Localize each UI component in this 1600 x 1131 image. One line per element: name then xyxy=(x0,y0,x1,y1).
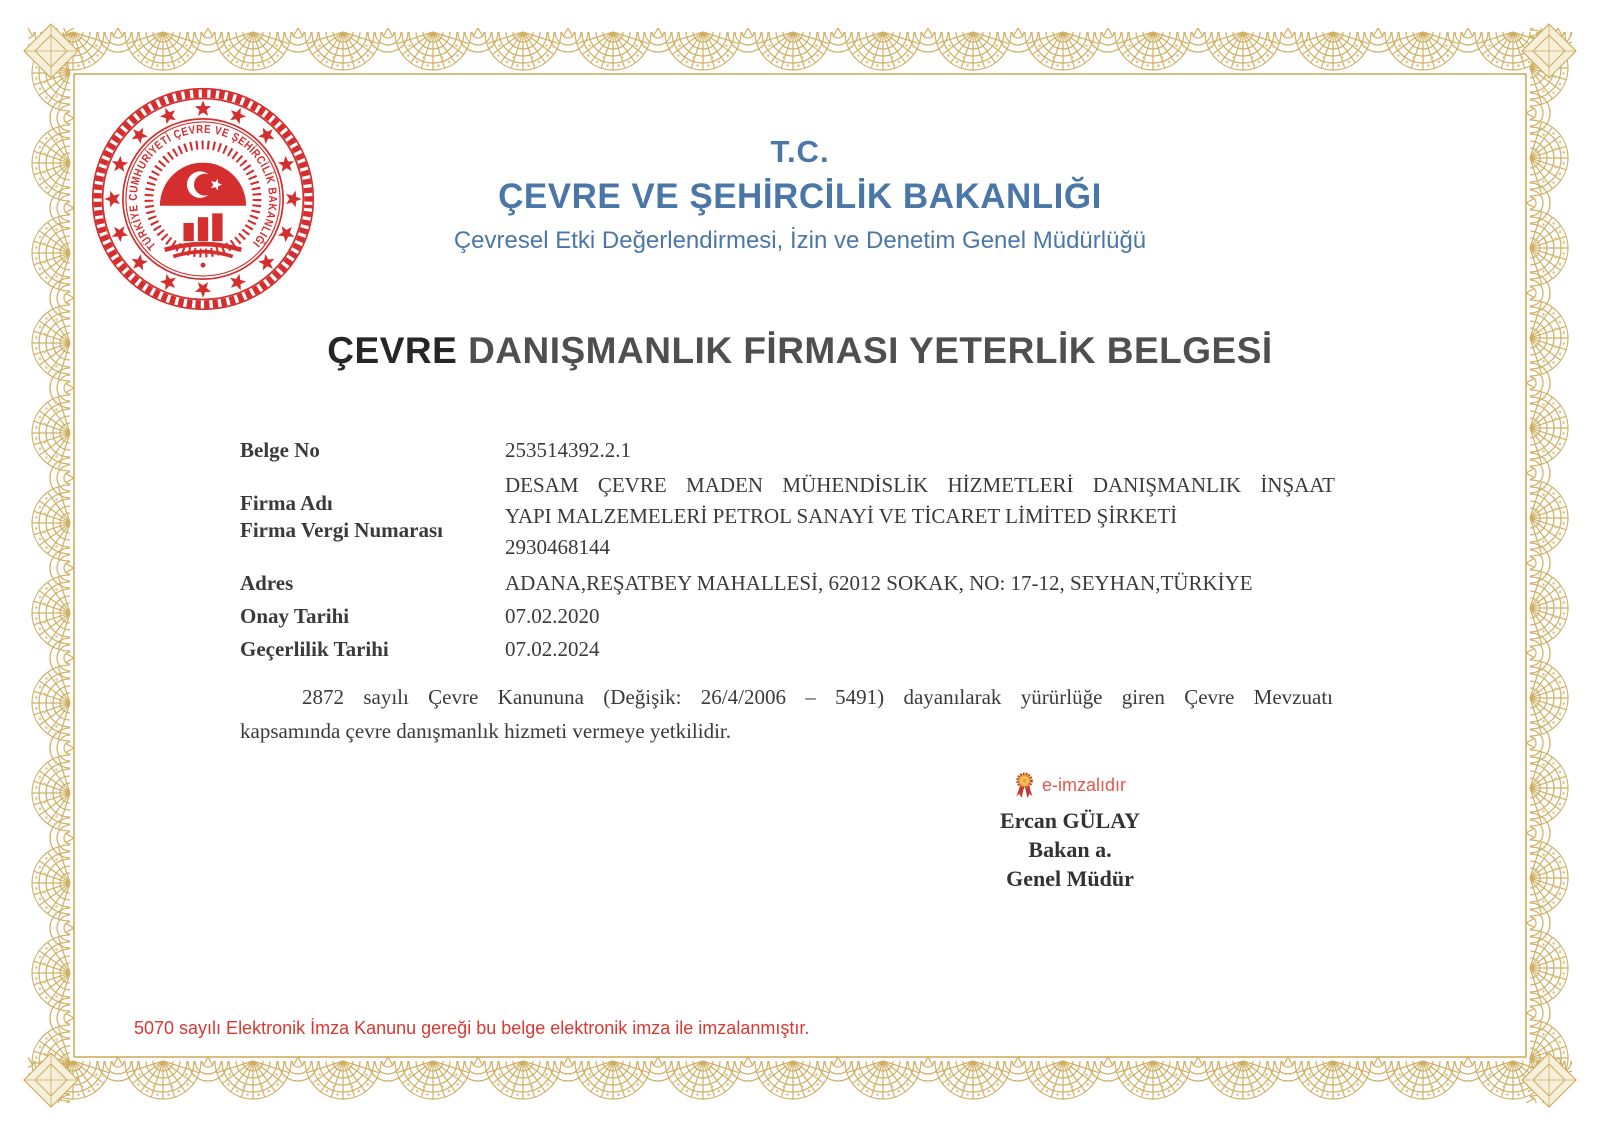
firma-label xyxy=(240,490,505,544)
firma-value xyxy=(505,470,1335,563)
authorization-paragraph-line2: kapsamında çevre danışmanlık hizmeti vermeye yetkilidir. xyxy=(240,719,732,743)
header-directorate: Çevresel Etki Değerlendirmesi, İzin ve Denetim Genel Müdürlüğü xyxy=(453,227,1147,254)
certificate-title-word1: ÇEVRE xyxy=(327,330,458,371)
onay-tarihi-value: 07.02.2020 xyxy=(505,604,600,628)
firma-name-line1: DESAM ÇEVRE MADEN MÜHENDİSLİK HİZMETLERİ DANIŞMANLIK İNŞAAT xyxy=(505,473,1335,497)
gecerlilik-tarihi-value: 07.02.2024 xyxy=(505,637,600,661)
signature-block xyxy=(950,772,1190,893)
firma-tax-number: 2930468144 xyxy=(505,535,610,559)
esign-label: e-imzalıdır xyxy=(1041,775,1126,795)
field-row-belge-no xyxy=(240,437,1335,464)
electronic-signature-note: 5070 sayılı Elektronik İmza Kanunu gereği bu belge elektronik imza ile imzalanmıştır. xyxy=(134,1018,810,1038)
firma-adi-label: Firma Adı xyxy=(240,490,333,515)
signer-title-2: Genel Müdür xyxy=(1006,866,1134,891)
signer-title-1: Bakan a. xyxy=(1028,837,1112,862)
header-ministry-name: ÇEVRE VE ŞEHİRCİLİK BAKANLIĞI xyxy=(498,177,1102,216)
seal-ring-text: TÜRKİYE CUMHURİYETİ ÇEVRE VE ŞEHİRCİLİK BAKANLIĞI xyxy=(127,123,279,252)
adres-label: Adres xyxy=(240,571,294,595)
adres-value: ADANA,REŞATBEY MAHALLESİ, 62012 SOKAK, NO: 17-12, SEYHAN,TÜRKİYE xyxy=(505,571,1253,595)
authorization-paragraph xyxy=(240,680,1333,748)
header-tc: T.C. xyxy=(770,134,830,169)
esign-row xyxy=(950,772,1190,799)
certificate-title xyxy=(72,330,1528,372)
field-row-firma xyxy=(240,470,1335,563)
certificate-title-rest: DANIŞMANLIK FİRMASI YETERLİK BELGESİ xyxy=(468,330,1273,371)
onay-tarihi-label: Onay Tarihi xyxy=(240,604,350,628)
gecerlilik-tarihi-label: Geçerlilik Tarihi xyxy=(240,637,389,661)
authorization-paragraph-line1: 2872 sayılı Çevre Kanununa (Değişik: 26/4/2006 – 5491) dayanılarak yürürlüğe giren Çevre Mevzuatı xyxy=(302,685,1333,709)
signer-name: Ercan GÜLAY xyxy=(1000,808,1140,833)
ministry-header xyxy=(72,134,1528,255)
firma-name-line2: YAPI MALZEMELERİ PETROL SANAYİ VE TİCARET LİMİTED ŞİRKETİ xyxy=(505,504,1178,528)
certificate-fields xyxy=(240,437,1335,669)
field-row-gecerlilik-tarihi xyxy=(240,636,1335,663)
belge-no-label: Belge No xyxy=(240,438,320,462)
firma-vergi-label: Firma Vergi Numarası xyxy=(240,517,443,542)
field-row-adres xyxy=(240,570,1335,597)
esign-rosette-icon xyxy=(1014,772,1035,799)
field-row-onay-tarihi xyxy=(240,603,1335,630)
belge-no-value: 253514392.2.1 xyxy=(505,438,631,462)
